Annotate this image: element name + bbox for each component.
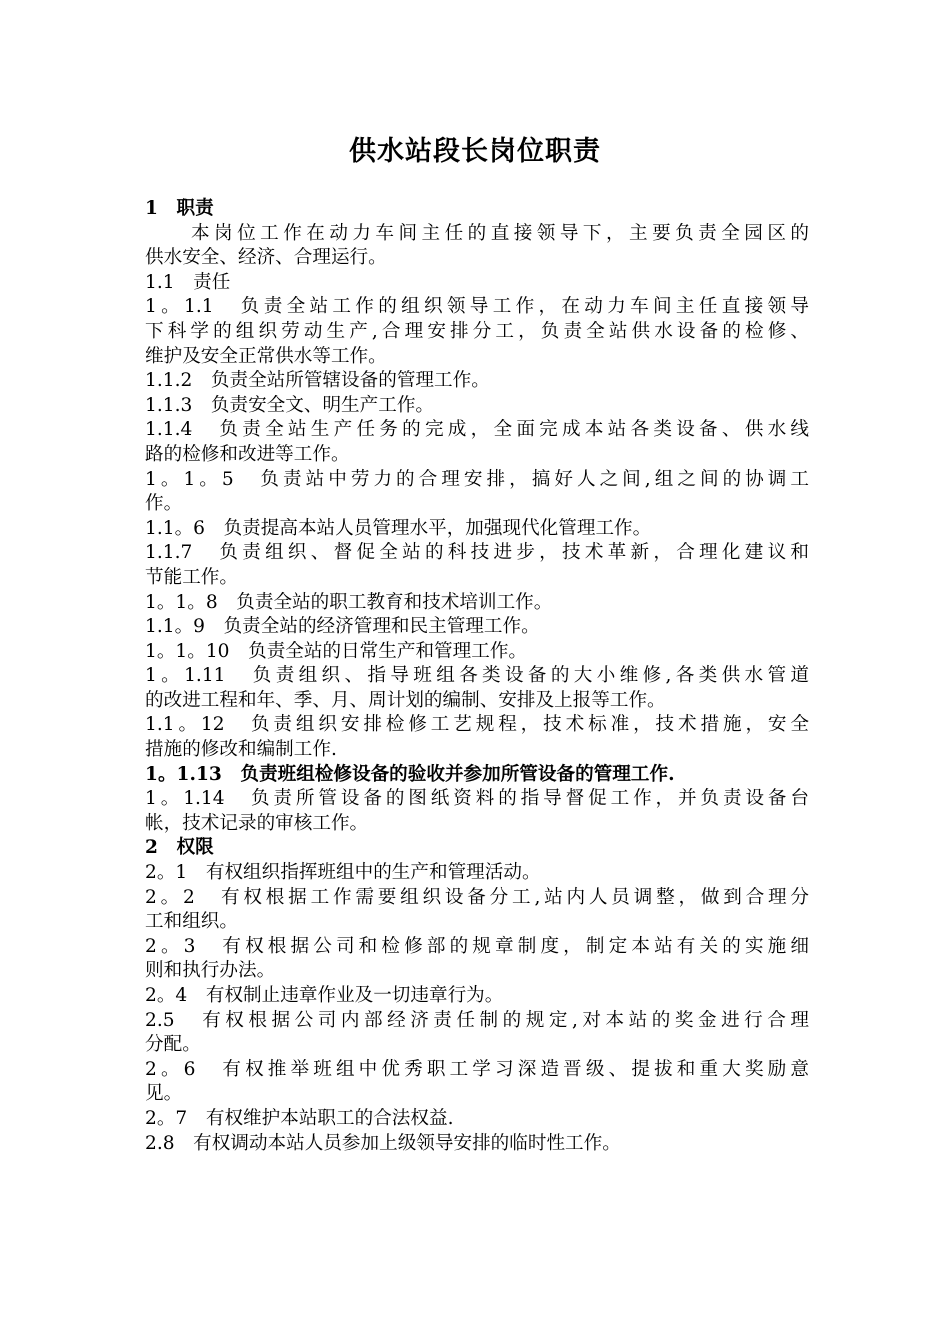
text-line: 工和组织。 (145, 911, 238, 933)
text-line: 供水安全、经济、合理运行。 (145, 247, 387, 269)
text-line: 1 职责 (145, 198, 214, 219)
text-line: 2。4 有权制止违章作业及一切违章行为。 (145, 985, 504, 1006)
text-line: 1。1.11 负责组织、指导班组各类设备的大小维修,各类供水管道 (145, 665, 809, 687)
text-line: 分配。 (145, 1034, 201, 1056)
text-line: 维护及安全正常供水等工作。 (145, 345, 387, 367)
text-line: 1.1。12 负责组织安排检修工艺规程，技术标准，技术措施，安全 (145, 714, 809, 736)
text-line: 2。2 有权根据工作需要组织设备分工,站内人员调整，做到合理分 (145, 886, 809, 908)
text-line: 措施的修改和编制工作. (145, 739, 337, 761)
document-body (145, 197, 809, 1156)
text-line: 节能工作。 (145, 566, 238, 588)
text-line: 本岗位工作在动力车间主任的直接领导下，主要负责全园区的 (191, 222, 809, 244)
text-line: 作。 (145, 493, 183, 515)
text-line: 1。1.14 负责所管设备的图纸资料的指导督促工作，并负责设备台 (145, 788, 809, 810)
text-line: 2 权限 (145, 837, 214, 859)
text-line: 下科学的组织劳动生产,合理安排分工，负责全站供水设备的检修、 (145, 320, 809, 342)
text-line: 见。 (145, 1083, 183, 1105)
text-line: 2。1 有权组织指挥班组中的生产和管理活动。 (145, 862, 541, 884)
text-line: 帐，技术记录的审核工作。 (145, 812, 369, 834)
text-line: 2。7 有权维护本站职工的合法权益. (145, 1107, 454, 1129)
text-line: 路的检修和改进等工作。 (145, 443, 350, 465)
text-line: 1.1.3 负责安全文、明生产工作。 (145, 394, 435, 416)
text-line: 1。1.1 负责全站工作的组织领导工作，在动力车间主任直接领导 (145, 296, 809, 318)
text-line: 2。6 有权推举班组中优秀职工学习深造晋级、提拔和重大奖励意 (145, 1058, 809, 1080)
text-line: 则和执行办法。 (145, 960, 276, 982)
text-line: 1.1。6 负责提高本站人员管理水平，加强现代化管理工作。 (145, 517, 652, 539)
text-line: 1。1。8 负责全站的职工教育和技术培训工作。 (145, 591, 553, 613)
text-line: 2.5 有权根据公司内部经济责任制的规定,对本站的奖金进行合理 (145, 1009, 809, 1031)
text-line: 1。1.13 负责班组检修设备的验收并参加所管设备的管理工作. (145, 763, 675, 785)
text-line: 1。1。5 负责站中劳力的合理安排，搞好人之间,组之间的协调工 (145, 468, 809, 490)
text-line: 1.1 责任 (145, 271, 231, 293)
text-line: 2.8 有权调动本站人员参加上级领导安排的临时性工作。 (145, 1132, 621, 1154)
text-line: 1.1.4 负责全站生产任务的完成，全面完成本站各类设备、供水线 (145, 419, 809, 441)
text-line: 1.1。9 负责全站的经济管理和民主管理工作。 (145, 616, 540, 638)
text-line: 的改进工程和年、季、月、周计划的编制、安排及上报等工作。 (145, 689, 666, 711)
text-line: 1.1.2 负责全站所管辖设备的管理工作。 (145, 370, 490, 392)
text-line: 1.1.7 负责组织、督促全站的科技进步，技术革新，合理化建议和 (145, 542, 809, 564)
text-line: 2。3 有权根据公司和检修部的规章制度，制定本站有关的实施细 (145, 935, 809, 957)
document-title: 供水站段长岗位职责 (349, 136, 601, 167)
text-line: 1。1。10 负责全站的日常生产和管理工作。 (145, 640, 528, 662)
